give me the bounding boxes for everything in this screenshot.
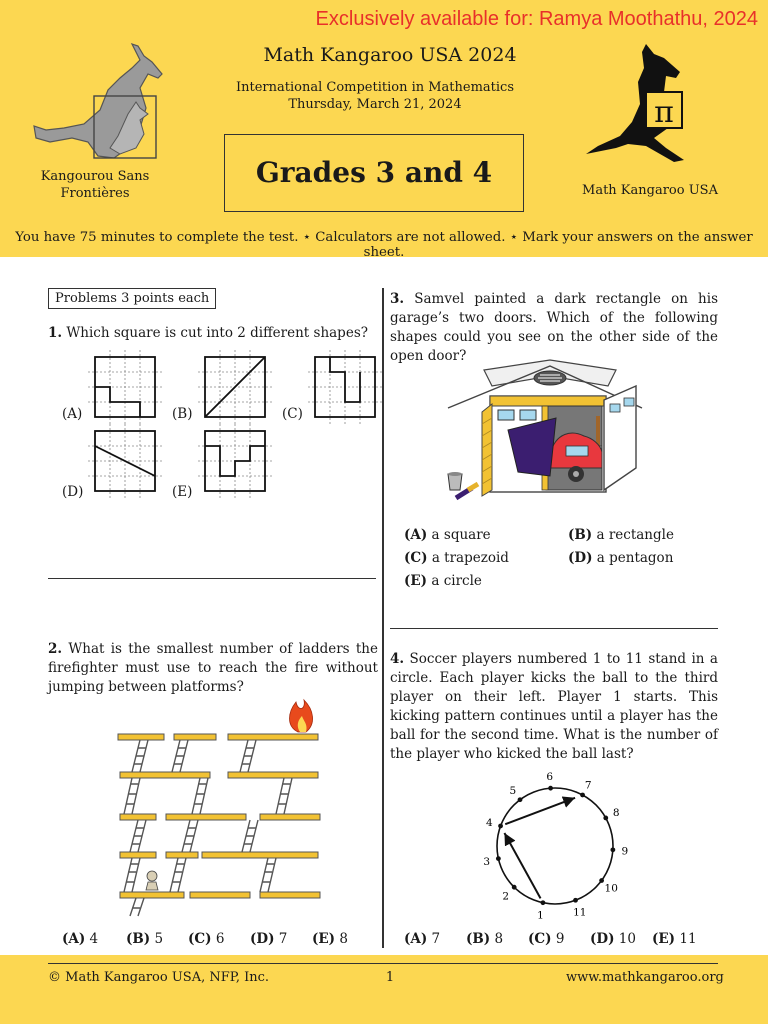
left-logo-line1: Kangourou Sans bbox=[40, 169, 150, 184]
footer-copyright: © Math Kangaroo USA, NFP, Inc. bbox=[48, 970, 270, 985]
garage-illustration bbox=[440, 356, 650, 506]
ladders-illustration bbox=[110, 698, 330, 918]
q4-option-e-value: 11 bbox=[679, 931, 697, 947]
question-4-text: Soccer players numbered 1 to 11 stand in a circle. Each player kicks the ball to the third player on their left. Player 1 starts. This kicking pattern continues until a player has the ball for the second time. What is the number of the player who kicked the ball last? bbox=[390, 651, 718, 762]
q3-option-b-value: a rectangle bbox=[596, 527, 674, 543]
column-divider bbox=[382, 288, 384, 948]
section-label: Problems 3 points each bbox=[48, 288, 216, 309]
q2-option-d bbox=[250, 930, 287, 949]
q1-divider bbox=[48, 578, 376, 579]
question-1 bbox=[48, 324, 368, 343]
question-3-text: Samvel painted a dark rectangle on his garage’s two doors. Which of the following shapes could you see on the other side of the open door? bbox=[390, 291, 718, 364]
question-1-text: Which square is cut into 2 different shapes? bbox=[66, 325, 368, 341]
competition-date: Thursday, March 21, 2024 bbox=[288, 97, 462, 112]
right-logo-caption: Math Kangaroo USA bbox=[582, 183, 718, 198]
player-number-6: 6 bbox=[546, 771, 554, 784]
q3-option-e-value: a circle bbox=[431, 573, 482, 589]
player-number-8: 8 bbox=[612, 807, 620, 820]
player-dot-11 bbox=[573, 898, 578, 903]
q3-option-c-value: a trapezoid bbox=[431, 550, 509, 566]
player-number-10: 10 bbox=[604, 882, 618, 895]
q2-option-c-letter: (C) bbox=[188, 931, 212, 947]
q3-option-a-letter: (A) bbox=[404, 527, 428, 543]
firefighter-figure bbox=[146, 871, 158, 890]
player-dot-4 bbox=[498, 824, 503, 829]
q4-option-b-value: 8 bbox=[494, 931, 504, 947]
player-number-5: 5 bbox=[509, 785, 517, 798]
player-dot-5 bbox=[518, 797, 523, 802]
math-kangaroo-usa-logo bbox=[580, 42, 710, 168]
q3-divider bbox=[390, 628, 718, 629]
q2-option-e-letter: (E) bbox=[312, 931, 336, 947]
player-dot-8 bbox=[603, 816, 608, 821]
q1-square-b bbox=[198, 350, 272, 424]
q1-label-d: (D) bbox=[62, 484, 84, 500]
player-dot-3 bbox=[496, 856, 501, 861]
kangourou-sans-frontieres-logo bbox=[28, 38, 168, 166]
q2-option-d-letter: (D) bbox=[250, 931, 275, 947]
q2-option-c bbox=[188, 930, 224, 949]
instructions-line: You have 75 minutes to complete the test. ⋆ Calculators are not allowed. ⋆ Mark your answers on the answer sheet. bbox=[15, 230, 753, 260]
q2-option-b-value: 5 bbox=[154, 931, 164, 947]
q2-option-b bbox=[126, 930, 163, 949]
q2-option-a bbox=[62, 930, 98, 949]
player-dot-6 bbox=[548, 786, 553, 791]
q3-option-c-letter: (C) bbox=[404, 550, 428, 566]
q1-label-a: (A) bbox=[62, 406, 83, 422]
left-logo-caption bbox=[30, 168, 160, 202]
player-number-9: 9 bbox=[621, 845, 629, 858]
player-dot-9 bbox=[610, 847, 615, 852]
question-1-number: 1. bbox=[48, 325, 63, 341]
q4-option-c-letter: (C) bbox=[528, 931, 552, 947]
player-dot-1 bbox=[541, 900, 546, 905]
player-number-11: 11 bbox=[573, 906, 587, 919]
q3-option-d bbox=[568, 549, 673, 568]
q3-option-a-value: a square bbox=[431, 527, 491, 543]
players-circle-diagram bbox=[470, 760, 640, 920]
page-title: Math Kangaroo USA 2024 bbox=[263, 44, 517, 66]
player-dot-2 bbox=[512, 885, 517, 890]
player-number-3: 3 bbox=[483, 856, 491, 869]
q4-option-b bbox=[466, 930, 503, 949]
q3-option-e-letter: (E) bbox=[404, 573, 428, 589]
player-number-7: 7 bbox=[584, 779, 592, 792]
q1-label-e: (E) bbox=[172, 484, 193, 500]
q2-option-c-value: 6 bbox=[215, 931, 225, 947]
question-3-number: 3. bbox=[390, 291, 405, 307]
q3-option-a bbox=[404, 526, 491, 545]
q4-option-e bbox=[652, 930, 697, 949]
q3-option-d-value: a pentagon bbox=[596, 550, 674, 566]
question-4 bbox=[390, 650, 718, 764]
q2-option-b-letter: (B) bbox=[126, 931, 151, 947]
player-dot-10 bbox=[599, 878, 604, 883]
q4-option-a bbox=[404, 930, 440, 949]
left-logo-line2: Frontières bbox=[60, 186, 130, 201]
q2-option-d-value: 7 bbox=[278, 931, 288, 947]
q2-option-a-letter: (A) bbox=[62, 931, 86, 947]
q4-option-d-value: 10 bbox=[618, 931, 636, 947]
q1-label-b: (B) bbox=[172, 406, 193, 422]
q3-option-c bbox=[404, 549, 509, 568]
question-2 bbox=[48, 640, 378, 697]
footer-website-link[interactable]: www.mathkangaroo.org bbox=[566, 970, 724, 985]
q2-option-e-value: 8 bbox=[339, 931, 348, 947]
grade-title: Grades 3 and 4 bbox=[255, 156, 493, 189]
footer-rule bbox=[48, 963, 718, 964]
watermark-text: Exclusively available for: Ramya Moothathu, 2024 bbox=[315, 8, 758, 30]
q4-option-d-letter: (D) bbox=[590, 931, 615, 947]
player-dot-7 bbox=[580, 793, 585, 798]
question-2-text: What is the smallest number of ladders the firefighter must use to reach the fire without jumping between platforms? bbox=[48, 641, 378, 695]
q1-square-a bbox=[88, 350, 162, 424]
competition-subtitle: International Competition in Mathematics bbox=[235, 80, 515, 95]
q4-option-c-value: 9 bbox=[555, 931, 565, 947]
q2-option-a-value: 4 bbox=[89, 931, 99, 947]
q2-option-e bbox=[312, 930, 348, 949]
question-3 bbox=[390, 290, 718, 366]
q4-option-a-letter: (A) bbox=[404, 931, 428, 947]
q4-option-b-letter: (B) bbox=[466, 931, 491, 947]
q1-label-c: (C) bbox=[282, 406, 303, 422]
q4-option-e-letter: (E) bbox=[652, 931, 676, 947]
q1-square-e bbox=[198, 424, 272, 498]
q4-option-c bbox=[528, 930, 564, 949]
q4-option-d bbox=[590, 930, 636, 949]
q3-option-d-letter: (D) bbox=[568, 550, 593, 566]
q1-square-c bbox=[308, 350, 382, 424]
q4-option-a-value: 7 bbox=[431, 931, 441, 947]
kick-arrow-4-to-7 bbox=[505, 798, 575, 824]
kick-arrow-1-to-4 bbox=[504, 833, 540, 898]
q3-option-e bbox=[404, 572, 482, 591]
grade-box bbox=[224, 134, 524, 212]
svg-text:π: π bbox=[654, 95, 674, 130]
question-4-number: 4. bbox=[390, 651, 405, 667]
q1-square-d bbox=[88, 424, 162, 498]
player-number-4: 4 bbox=[485, 816, 493, 829]
q3-option-b-letter: (B) bbox=[568, 527, 593, 543]
footer-band bbox=[0, 955, 768, 1024]
footer-page-number: 1 bbox=[385, 970, 395, 985]
player-number-2: 2 bbox=[502, 890, 510, 903]
player-number-1: 1 bbox=[537, 909, 544, 920]
question-2-number: 2. bbox=[48, 641, 63, 657]
q3-option-b bbox=[568, 526, 674, 545]
